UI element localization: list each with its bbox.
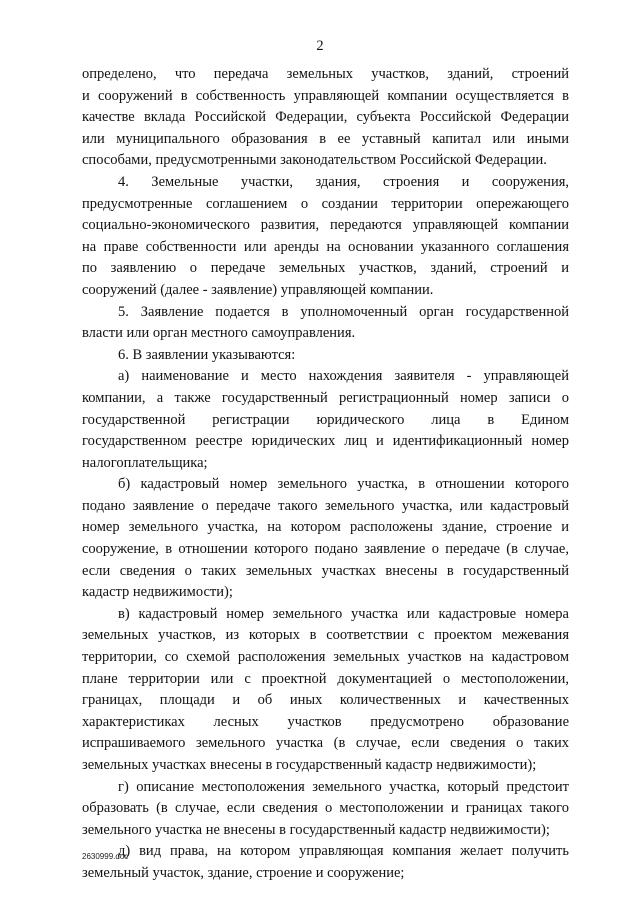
text-line: качестве вклада Российской Федерации, субъекта Российской Федерации (82, 109, 569, 126)
text-line: кадастр недвижимости); (82, 584, 233, 601)
text-line: образовать (в случае, если сведения о местоположении и границах такого (82, 800, 569, 817)
text-line: испрашиваемого земельного участка (в случае, если сведения о таких (82, 735, 569, 752)
text-line: способами, предусмотренными законодательством Российской Федерации. (82, 152, 547, 169)
text-line: плане территории или с проектной документацией о местоположении, (82, 670, 569, 687)
text-line: земельного участка не внесены в государственный кадастр недвижимости); (82, 821, 550, 838)
text-line: 5. Заявление подается в уполномоченный орган государственной (118, 303, 569, 320)
text-line: земельный участок, здание, строение и сооружение; (82, 864, 405, 881)
text-line: территории, со схемой расположения земельных участков на кадастровом (82, 649, 569, 666)
text-line: подано заявление о передаче такого земельного участка, или кадастровый (82, 497, 569, 514)
text-line: если сведения о таких земельных участках внесены в государственный (82, 562, 569, 579)
text-line: границах, площади и об иных количественных и качественных (82, 692, 569, 709)
text-line: 4. Земельные участки, здания, строения и сооружения, (118, 173, 569, 190)
text-line: компании, а также государственный регистрационный номер записи о (82, 389, 569, 406)
text-line: б) кадастровый номер земельного участка, в отношении которого (118, 476, 569, 493)
text-line: государственном реестре юридических лиц и идентификационный номер (82, 433, 569, 450)
page-number: 2 (316, 38, 324, 54)
text-line: 6. В заявлении указываются: (118, 346, 296, 363)
document-filename-footer: 2630999.doc (82, 852, 129, 861)
text-line: социально-экономического развития, передаются управляющей компании (82, 217, 569, 234)
text-line: или муниципального образования в ее уставный капитал или иными (82, 130, 569, 147)
text-line: земельных участках внесены в государственный кадастр недвижимости); (82, 757, 537, 773)
text-line: д) вид права, на котором управляющая компания желает получить (118, 843, 569, 860)
text-line: а) наименование и место нахождения заявителя - управляющей (118, 368, 569, 385)
text-line: по заявлению о передаче земельных участков, зданий, строений и (82, 260, 569, 277)
text-line: характеристиках лесных участков предусмотрено образование (82, 713, 569, 730)
text-line: земельных участков, из которых в соответствии с проектом межевания (82, 627, 569, 644)
text-line: определено, что передача земельных участков, зданий, строений (82, 66, 569, 82)
text-line: предусмотренные соглашением о создании территории опережающего (82, 195, 569, 212)
text-line: налогоплательщика; (82, 454, 208, 471)
document-body (82, 64, 569, 885)
text-line: сооружение, в отношении которого подано заявление о передаче (в случае, (82, 541, 569, 558)
text-line: в) кадастровый номер земельного участка или кадастровые номера (118, 605, 569, 622)
text-line: г) описание местоположения земельного участка, который предстоит (118, 778, 569, 795)
text-line: государственной регистрации юридического лица в Едином (82, 411, 569, 428)
text-line: номер земельного участка, на котором расположены здание, строение и (82, 519, 569, 536)
text-line: и сооружений в собственность управляющей компании осуществляется в (82, 87, 569, 104)
text-line: власти или орган местного самоуправления. (82, 325, 356, 342)
text-line: на праве собственности или аренды на основании указанного соглашения (82, 238, 569, 255)
text-line: сооружений (далее - заявление) управляющей компании. (82, 281, 434, 298)
